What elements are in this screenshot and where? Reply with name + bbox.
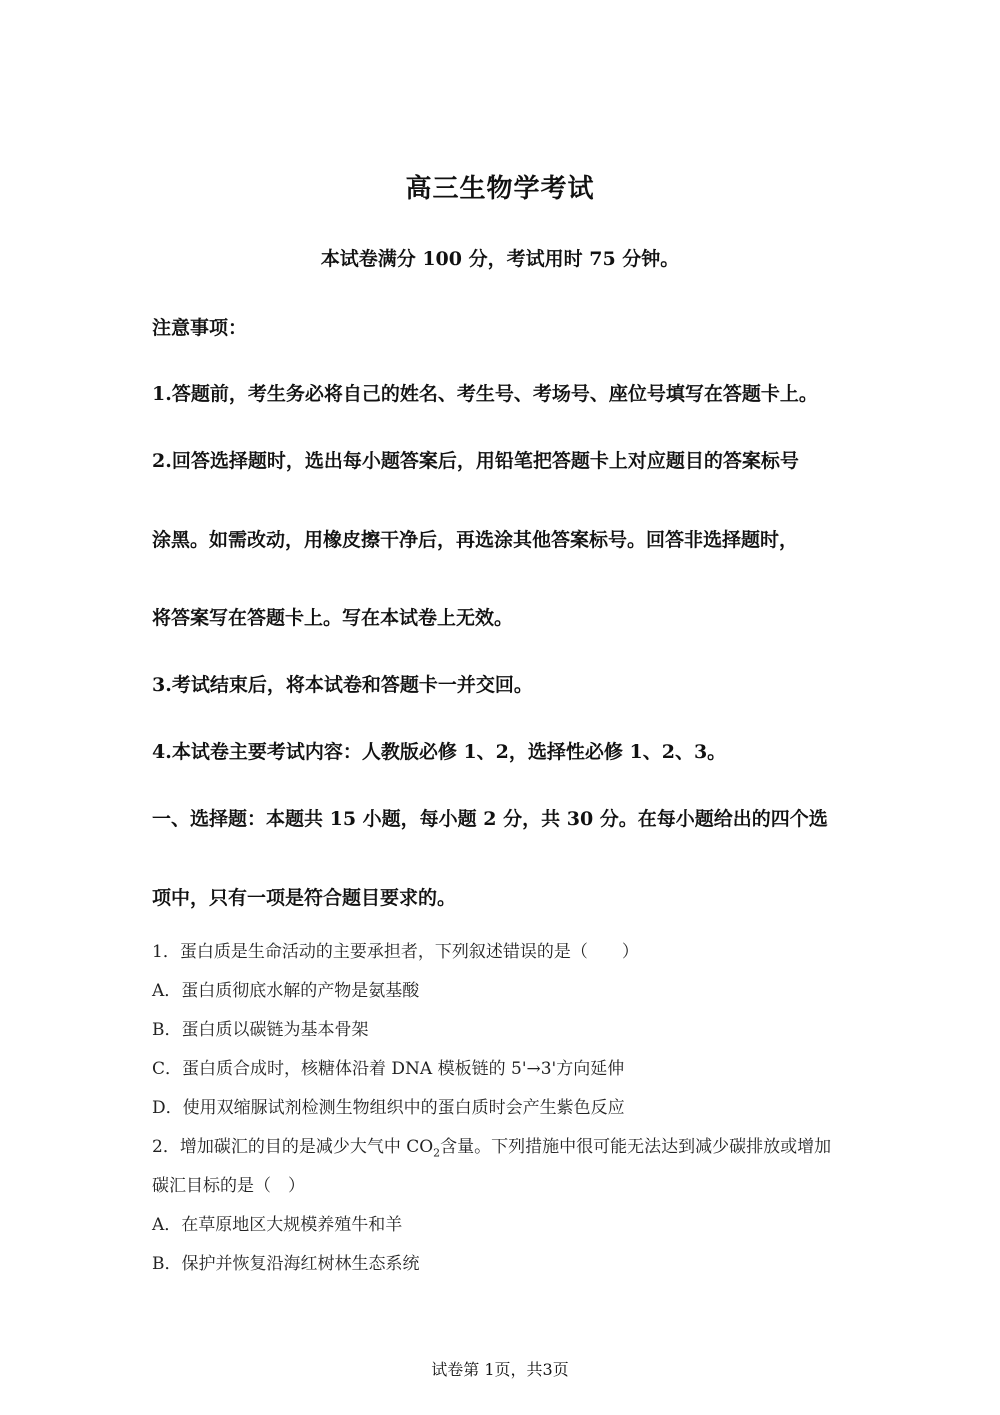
notice-heading: 注意事项： <box>152 317 248 339</box>
co2-subscript: 2 <box>433 1146 441 1160</box>
question-1-option-a: A．蛋白质彻底水解的产物是氨基酸 <box>152 981 420 1001</box>
question-2-stem-part-2: 含量。下列措施中很可能无法达到减少碳排放或增加 <box>440 1137 832 1157</box>
question-2-option-a: A．在草原地区大规模养殖牛和羊 <box>152 1215 403 1235</box>
notice-item-2-line-3: 将答案写在答题卡上。写在本试卷上无效。 <box>152 607 514 629</box>
notice-item-2-line-1: 2.回答选择题时，选出每小题答案后，用铅笔把答题卡上对应题目的答案标号 <box>152 450 799 472</box>
question-2-stem-line-2: 碳汇目标的是（ ） <box>152 1176 305 1196</box>
question-2-option-b: B．保护并恢复沿海红树林生态系统 <box>152 1254 420 1274</box>
page-footer: 试卷第 1页，共3页 <box>431 1360 569 1379</box>
question-1-option-c: C．蛋白质合成时，核糖体沿着 DNA 模板链的 5'→3'方向延伸 <box>152 1059 625 1079</box>
question-1-option-b: B．蛋白质以碳链为基本骨架 <box>152 1020 369 1040</box>
exam-title: 高三生物学考试 <box>405 174 595 204</box>
notice-item-3: 3.考试结束后，将本试卷和答题卡一并交回。 <box>152 674 533 696</box>
question-2-stem-line-1 <box>152 1132 831 1159</box>
exam-subtitle: 本试卷满分 100 分，考试用时 75 分钟。 <box>320 248 680 270</box>
notice-item-2-line-2: 涂黑。如需改动，用橡皮擦干净后，再选涂其他答案标号。回答非选择题时， <box>152 529 799 551</box>
section-heading-line-1: 一、选择题：本题共 15 小题，每小题 2 分，共 30 分。在每小题给出的四个选 <box>152 808 828 830</box>
question-2-stem-part-1: 2．增加碳汇的目的是减少大气中 CO <box>152 1137 434 1157</box>
notice-item-4: 4.本试卷主要考试内容：人教版必修 1、2，选择性必修 1、2、3。 <box>152 741 727 763</box>
question-1-option-d: D．使用双缩脲试剂检测生物组织中的蛋白质时会产生紫色反应 <box>152 1098 625 1118</box>
question-1-stem: 1．蛋白质是生命活动的主要承担者，下列叙述错误的是（ ） <box>152 942 639 962</box>
section-heading-line-2: 项中，只有一项是符合题目要求的。 <box>152 887 457 909</box>
notice-item-1: 1.答题前，考生务必将自己的姓名、考生号、考场号、座位号填写在答题卡上。 <box>152 383 818 405</box>
